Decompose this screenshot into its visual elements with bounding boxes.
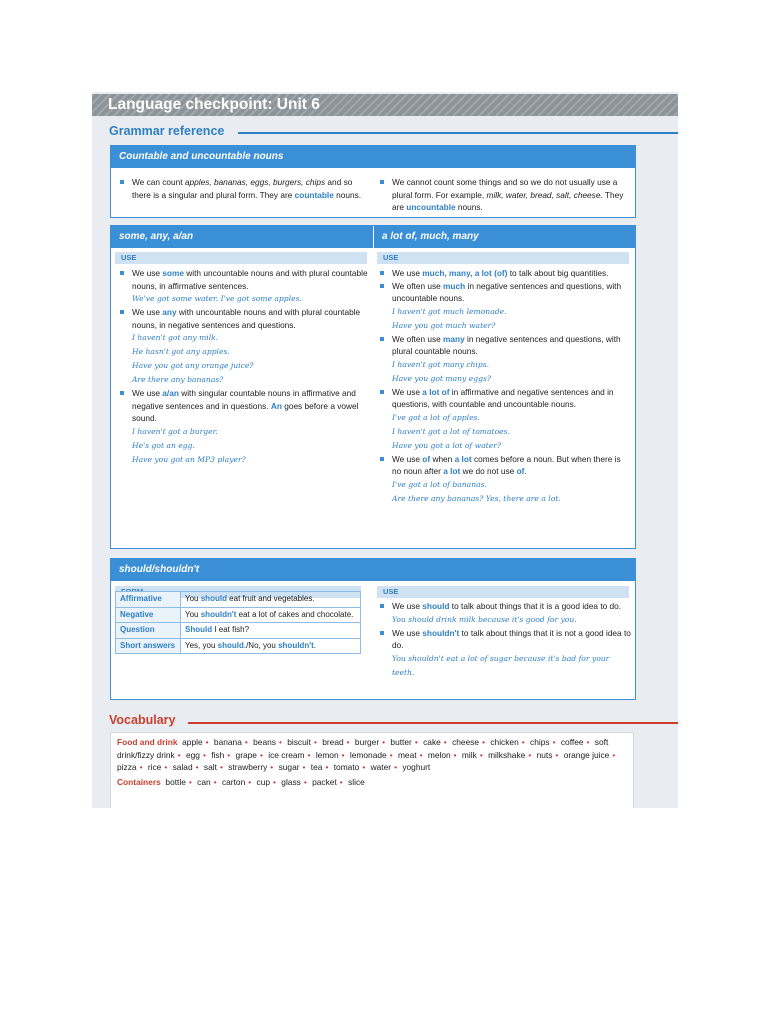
term-of: of [422,453,431,464]
bullet-separator: • [195,762,199,773]
text: I eat fish? [212,625,250,634]
countable-examples: apples, bananas, eggs, burgers, chips [184,177,326,187]
bullet-separator: • [244,737,248,747]
text: nouns. [455,202,483,212]
text: eat fruit and vegetables. [226,594,315,603]
vocab-word: grape [235,749,257,760]
vocab-word: banana [213,737,242,747]
vocabulary-heading-rule [188,722,678,724]
vocab-word: carton [221,776,246,787]
bullet-separator: • [164,762,168,773]
countable-nouns-panel [110,145,636,218]
a-lot-of-header: a lot of, much, many [373,226,635,248]
term-an: An [270,400,282,411]
countable-term: countable [294,189,334,200]
text: Yes, you [185,640,218,650]
term-should: should [200,594,227,603]
many-bullet [377,333,631,358]
bullet-separator: • [528,749,532,760]
example-sentence: I haven't got a burger. [132,426,218,436]
some-any-column [117,267,369,467]
text: We use [392,627,423,638]
term-some: some [162,268,184,278]
text: . [313,640,316,650]
text: We often use [392,333,444,344]
unit-header-bar [92,94,678,116]
term-should: Should [185,625,213,634]
bullet-separator: • [389,749,393,760]
vocab-word: lemon [315,749,339,760]
term-any: any [162,307,177,317]
vocab-word: glass [281,776,301,787]
some-any-use-label: USE [115,252,367,264]
text: . They are [392,189,624,212]
vocab-word: chips [530,737,550,747]
text: We cannot count some things and so we do not usually use a plural form. For example, [392,177,618,200]
term-a-lot: a lot [454,453,472,464]
vocab-word: biscuit [287,737,311,747]
bullet-separator: • [270,762,274,773]
text: eat a lot of cakes and chocolate. [236,609,354,619]
a-an-bullet [117,387,369,425]
bullet-separator: • [341,749,345,760]
table-row [116,607,361,623]
text: We use [392,453,423,464]
bullet-separator: • [205,737,209,747]
text: We often use [392,280,444,291]
vocab-word: egg [185,749,200,760]
vocab-word: orange juice [563,749,610,760]
vocab-word: slice [348,776,365,787]
vocab-word: chicken [490,737,519,747]
countable-nouns-header: Countable and uncountable nouns [111,146,635,168]
form-row-label: Affirmative [116,592,181,608]
text: We use [392,386,423,397]
bullet-separator: • [302,762,306,773]
term-shouldnt: shouldn't [200,609,237,619]
bullet-separator: • [394,762,397,773]
vocab-word: strawberry [228,762,268,773]
text: We can count [132,177,185,187]
vocab-word: coffee [560,737,584,747]
food-and-drink-label: Food and drink [117,737,178,747]
countable-note [117,176,367,201]
example-sentence: He's got an egg. [132,440,195,450]
should-bullet [377,600,631,613]
vocab-word: bottle [165,776,186,787]
text: We use [392,601,423,611]
uncountable-term: uncountable [406,202,456,212]
vocab-word: can [197,776,211,787]
form-row-label: Short answers [116,638,181,654]
bullet-separator: • [219,762,223,773]
vocab-word: nuts [536,749,553,760]
text: You [185,609,201,619]
bullet-separator: • [414,737,418,747]
form-row-example [181,607,361,623]
example-sentence: Have you got much water? [392,320,496,330]
uncountable-examples: milk, water, bread, salt, cheese [486,189,601,200]
form-row-label: Question [116,623,181,639]
bullet-separator: • [213,776,217,787]
table-row [116,623,361,639]
bullet-separator: • [325,762,329,773]
text: with uncountable nouns and with plural countable nouns, in affirmative sentences. [132,268,368,291]
containers-label: Containers [117,776,161,787]
text: to talk about things that it is not a good idea to do. [392,627,631,650]
vocabulary-box [110,732,634,808]
vocab-word: melon [427,749,451,760]
a-lot-of-use-label: USE [377,252,629,264]
text: We use [132,268,163,278]
vocab-word: packet [312,776,337,787]
containers-list [117,776,627,789]
term-a-lot-of: a lot of [422,386,450,397]
a-lot-of-bullet [377,386,631,411]
bullet-separator: • [453,749,457,760]
workbook-page [92,92,678,808]
bullet-separator: • [188,776,192,787]
vocab-word: fish [211,749,225,760]
table-row [116,592,361,608]
text: and so there is a singular and plural form. They are [132,177,353,200]
text: You [185,594,201,603]
should-use-label: USE [377,586,629,598]
some-any-header: some, any, a/an [111,226,373,248]
term-much-many-a-lot: much, many, a lot (of) [422,268,508,278]
vocab-word: water [370,762,392,773]
bullet-separator: • [612,749,616,760]
vocab-word: soft drink/fizzy drink [117,737,609,760]
bullet-separator: • [339,776,343,787]
term-should: should [217,640,244,650]
example-sentence: Have you got many eggs? [392,373,491,383]
vocab-word: salad [172,762,193,773]
much-bullet [377,280,631,305]
text: comes before a noun. But when there is no noun after [392,453,621,476]
bullet-separator: • [555,749,559,760]
vocab-word: cheese [452,737,480,747]
bullet-separator: • [586,737,590,747]
bullet-separator: • [259,749,263,760]
form-row-example [181,638,361,654]
term-many: many [443,333,465,344]
example-sentence: I haven't got a lot of tomatoes. [392,426,510,436]
vocab-word: meat [397,749,417,760]
any-bullet [117,306,369,331]
bullet-separator: • [303,776,307,787]
bullet-separator: • [479,749,483,760]
example-sentence: I haven't got many chips. [392,359,490,369]
text: We use [132,307,163,317]
food-and-drink-list [117,736,627,774]
vocab-word: pizza [117,762,137,773]
text: to talk about big quantities. [507,268,609,278]
form-row-label: Negative [116,607,181,623]
countable-bullet [117,176,367,201]
a-lot-of-column [377,267,631,506]
vocab-word: tea [310,762,323,773]
vocab-word: bread [322,737,344,747]
vocab-word: burger [354,737,380,747]
example-sentence: He hasn't got any apples. [132,347,230,356]
container-items [165,777,364,787]
bullet-separator: • [177,749,181,760]
bullet-separator: • [482,737,486,747]
bullet-separator: • [552,737,556,747]
should-form-table [115,591,361,654]
term-a-lot: a lot [443,466,461,476]
table-row [116,638,361,654]
text: to talk about things that it is a good idea to do. [449,601,622,611]
bullet-separator: • [202,749,206,760]
example-sentence: Are there any bananas? Yes, there are a lot. [392,493,561,503]
text: ./No, you [243,640,279,650]
vocabulary-heading: Vocabulary [109,713,176,727]
bullet-separator: • [443,737,447,747]
grammar-reference-heading: Grammar reference [109,124,225,138]
grammar-heading-rule [238,132,678,134]
text: with uncountable nouns and with plural countable nouns, in negative sentences and questions. [132,307,361,330]
term-should: should [422,601,450,611]
shouldnt-bullet [377,627,631,652]
vocab-word: ice cream [268,749,305,760]
vocab-word: cake [423,737,441,747]
bullet-separator: • [307,749,311,760]
vocab-word: sugar [278,762,300,773]
uncountable-note [377,176,629,214]
quantifiers-panel [110,225,636,549]
text: we do not use [460,466,517,476]
should-panel [110,558,636,700]
vocab-word: rice [147,762,162,773]
bullet-separator: • [248,776,252,787]
text: with singular countable nouns in affirmative and negative sentences and in questions. [132,388,356,411]
text: in negative sentences and questions, with plural countable nouns. [392,333,621,356]
vocab-word: tomato [333,762,360,773]
bullet-separator: • [362,762,366,773]
food-items [117,737,618,772]
term-shouldnt: shouldn't [422,627,460,638]
text: . [524,466,527,476]
example-sentence: I haven't got any milk. [132,333,219,342]
bullet-separator: • [313,737,317,747]
text: goes before a vowel sound. [132,400,359,423]
text: in negative sentences and questions, with uncountable nouns. [392,280,622,303]
example-sentence: You should drink milk because it's good for you. [392,614,577,624]
text: We use [392,268,423,278]
bullet-separator: • [419,749,423,760]
bullet-separator: • [227,749,231,760]
example-sentence: I've got a lot of bananas. [392,479,487,489]
should-header: should/shouldn't [111,559,635,581]
bullet-separator: • [139,762,143,773]
form-row-example [181,592,361,608]
some-bullet [117,267,369,292]
vocab-word: milk [461,749,477,760]
example-sentence: Are there any bananas? [132,375,224,384]
term-a-an: a/an [162,388,179,398]
vocab-word: beans [253,737,276,747]
example-sentence: Have you got any orange juice? [132,361,254,370]
bullet-separator: • [278,737,282,747]
bullet-separator: • [382,737,386,747]
example-sentence: Have you got an MP3 player? [132,454,246,464]
vocab-word: apple [182,737,203,747]
form-row-example [181,623,361,639]
text: in affirmative and negative sentences and in questions, with countable and uncountable nouns. [392,386,614,409]
of-bullet [377,453,631,478]
example-sentence: We've got some water. I've got some apples. [132,294,302,303]
example-sentence: You shouldn't eat a lot of sugar because it's bad for your teeth. [392,653,610,677]
vocab-word: yoghurt [402,762,431,773]
text: We use [132,388,163,398]
term-shouldnt: shouldn't [278,640,314,650]
vocab-word: lemonade [349,749,387,760]
text: nouns. [333,189,362,200]
example-sentence: I've got a lot of apples. [392,412,480,422]
quantities-bullet [377,267,631,280]
bullet-separator: • [273,776,276,787]
vocab-word: butter [390,737,412,747]
vocab-word: milkshake [488,749,526,760]
term-much: much [443,280,466,291]
vocab-word: cup [256,776,271,787]
example-sentence: I haven't got much lemonade. [392,306,507,316]
vocab-word: salt [203,762,217,773]
unit-title: Language checkpoint: Unit 6 [108,96,320,113]
should-use-column [377,600,631,680]
text: when [430,453,455,464]
bullet-separator: • [521,737,525,747]
example-sentence: Have you got a lot of water? [392,440,501,450]
uncountable-bullet [377,176,629,214]
term-of: of [516,466,525,476]
bullet-separator: • [346,737,350,747]
